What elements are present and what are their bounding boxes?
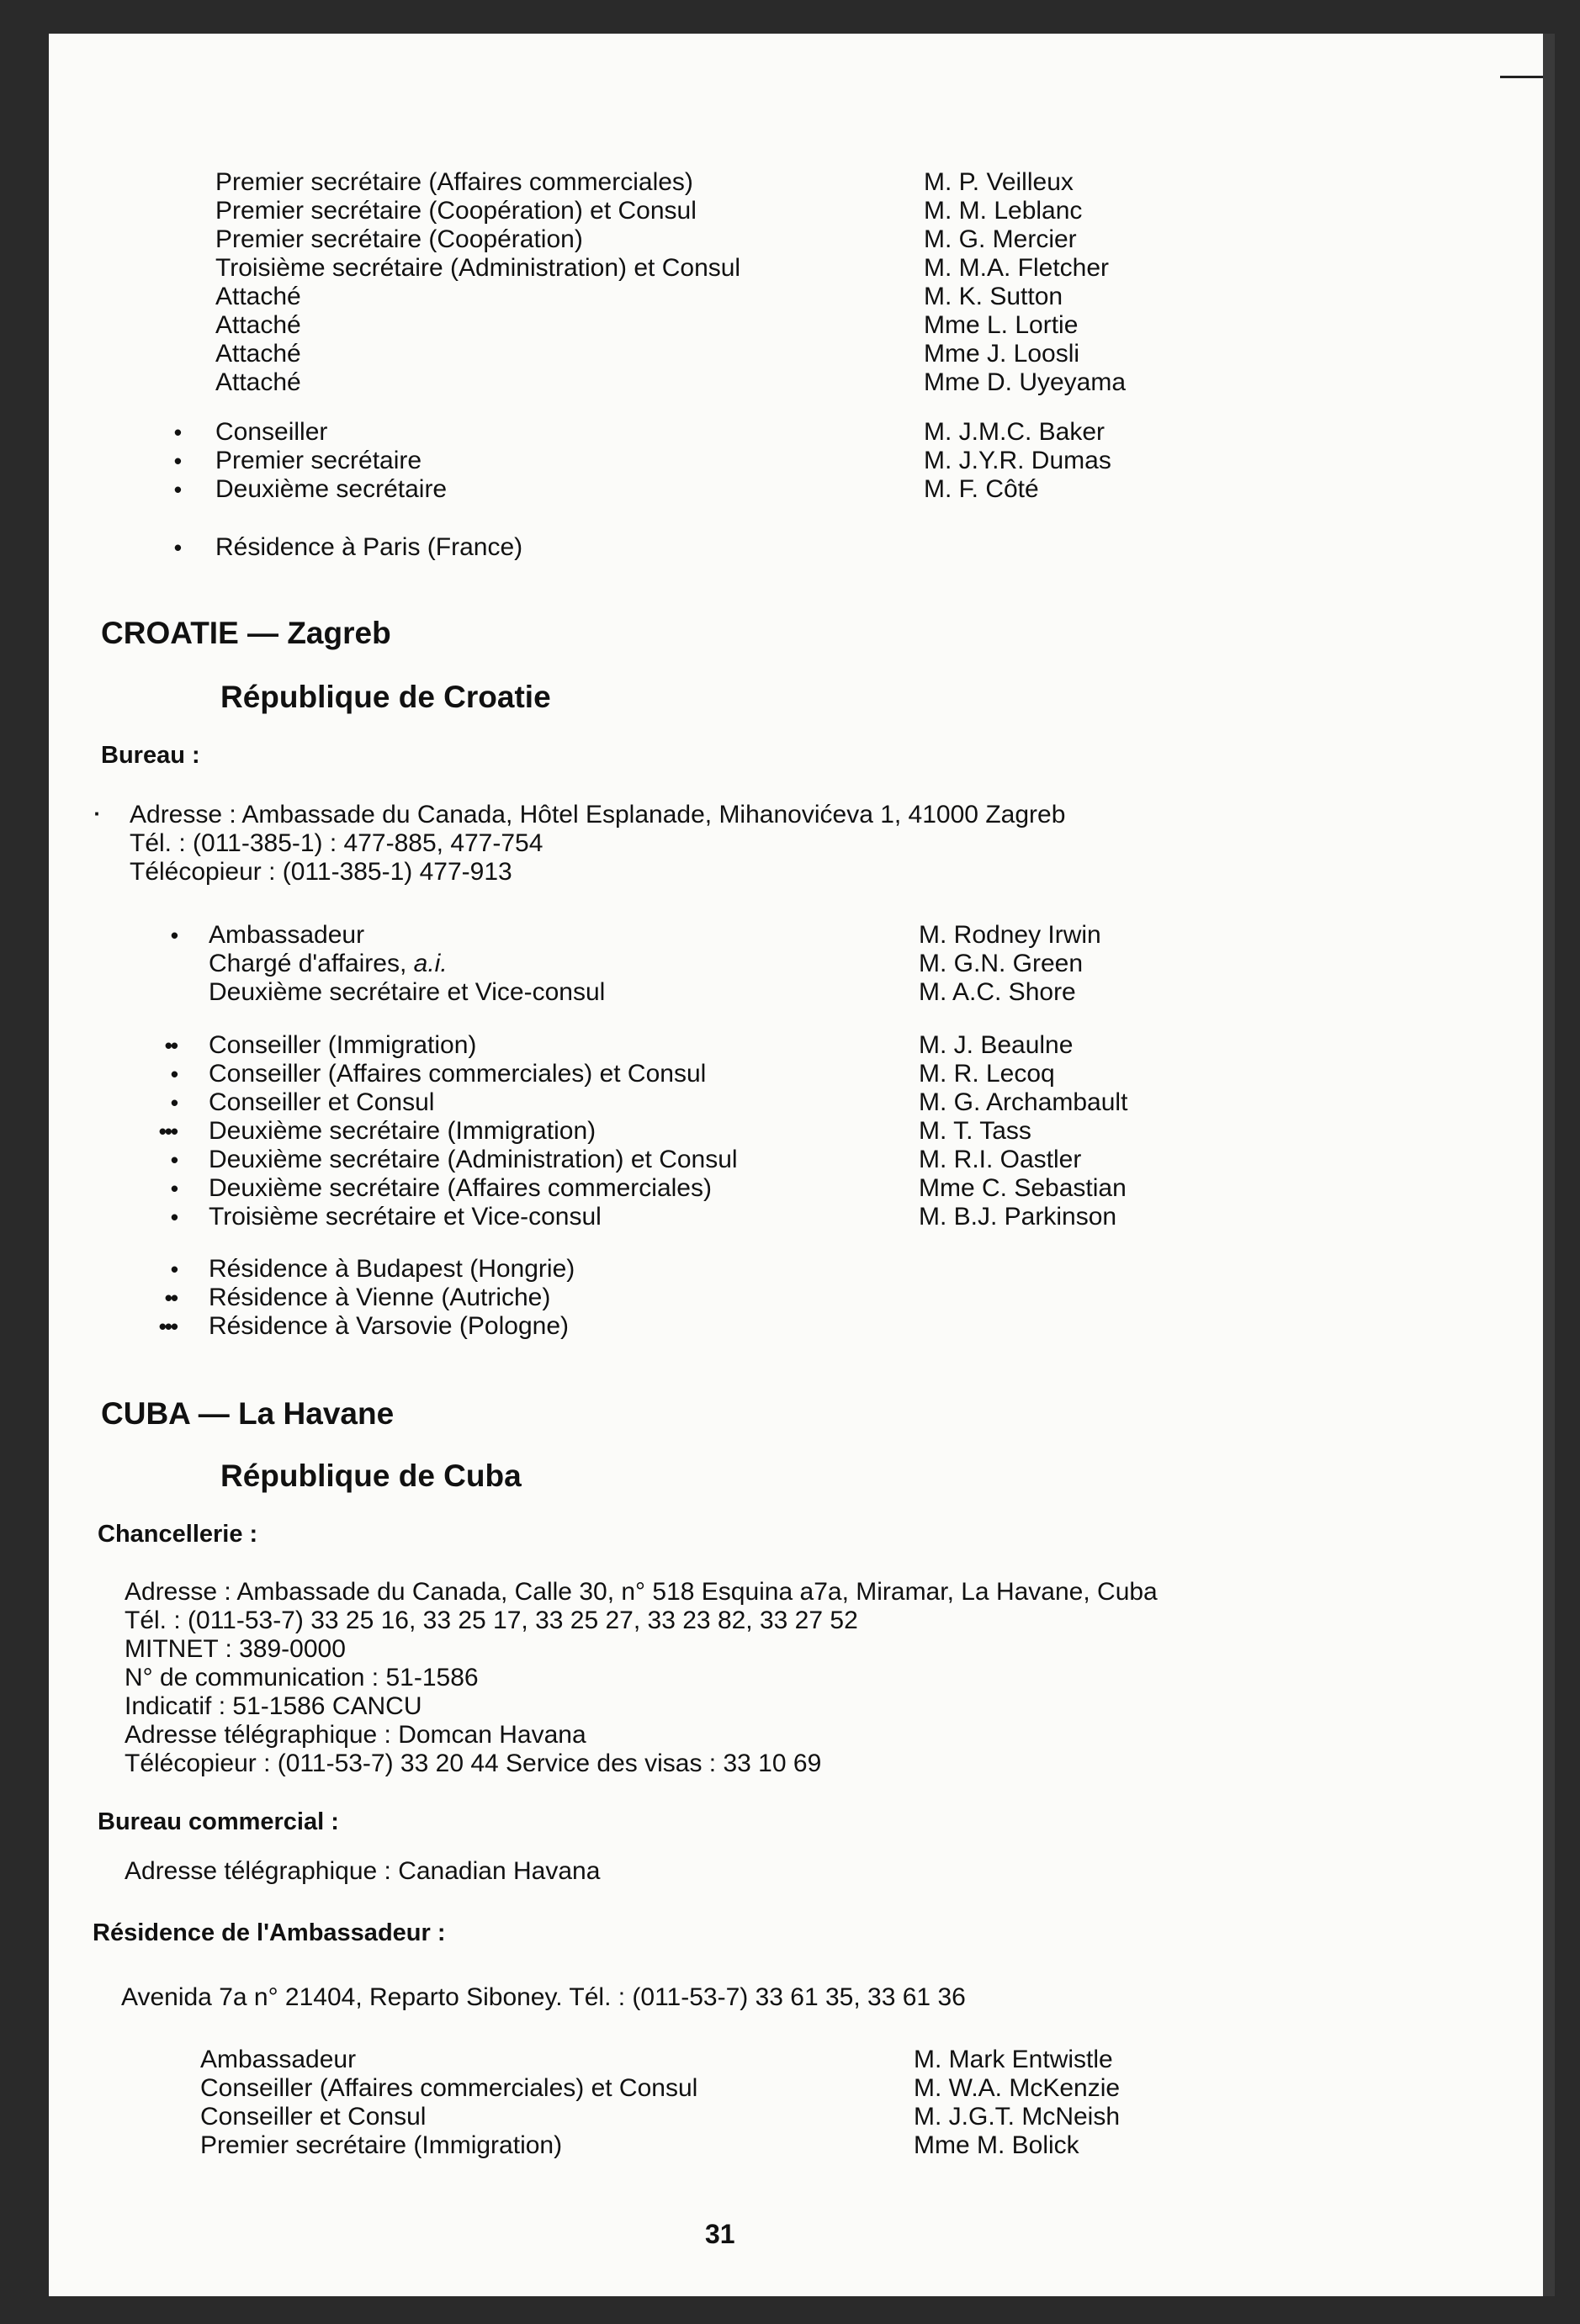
- staff-title-text: Deuxième secrétaire (Affaires commerciales): [209, 1174, 712, 1202]
- staff-title: [215, 340, 301, 368]
- staff-name: M. A.C. Shore: [919, 978, 1076, 1006]
- staff-name: M. G. Mercier: [924, 225, 1077, 253]
- staff-name: M. G.N. Green: [919, 950, 1084, 977]
- staff-name: M. P. Veilleux: [924, 168, 1074, 196]
- address-line: Adresse : Ambassade du Canada, Calle 30, n° 518 Esquina a7a, Miramar, La Havane, Cuba: [125, 1578, 1158, 1606]
- staff-title: [215, 168, 693, 197]
- scan-edge-shadow: [1543, 34, 1555, 2296]
- staff-title: [209, 978, 605, 1007]
- staff-name: M. J. Beaulne: [919, 1031, 1074, 1059]
- staff-name: M. J.G.T. McNeish: [914, 2103, 1121, 2131]
- staff-title-text: Premier secrétaire (Immigration): [200, 2131, 563, 2159]
- staff-title: [215, 197, 697, 225]
- staff-title-text: Conseiller (Immigration): [209, 1031, 477, 1059]
- residence-bullet: ••: [164, 1285, 177, 1310]
- staff-name: M. J.M.C. Baker: [924, 418, 1105, 446]
- country-subheading-croatie: République de Croatie: [220, 680, 551, 714]
- staff-title-text: Deuxième secrétaire (Administration) et Consul: [209, 1146, 738, 1173]
- staff-title-text: Chargé d'affaires,: [209, 950, 414, 977]
- staff-title: [215, 311, 301, 340]
- fax-line: Télécopieur : (011-385-1) 477-913: [130, 858, 512, 886]
- country-heading-cuba: CUBA — La Havane: [101, 1396, 395, 1431]
- address-bullet: ·: [93, 801, 99, 826]
- staff-title-text: Conseiller et Consul: [200, 2103, 427, 2131]
- staff-title-text: Troisième secrétaire et Vice-consul: [209, 1203, 602, 1231]
- staff-title-text: Ambassadeur: [209, 921, 365, 949]
- address-line: N° de communication : 51-1586: [125, 1664, 479, 1691]
- staff-title-text: Deuxième secrétaire: [215, 475, 448, 503]
- staff-title: [215, 254, 740, 283]
- address-line: MITNET : 389-0000: [125, 1635, 346, 1663]
- staff-title-text: Premier secrétaire (Coopération) et Consul: [215, 197, 697, 225]
- staff-title-text: Attaché: [215, 340, 301, 368]
- residence-text: Résidence à Budapest (Hongrie): [209, 1255, 575, 1283]
- address-line: Indicatif : 51-1586 CANCU: [125, 1692, 422, 1720]
- staff-title-text: Attaché: [215, 283, 301, 310]
- country-heading-croatie: CROATIE — Zagreb: [101, 616, 391, 650]
- staff-name: M. J.Y.R. Dumas: [924, 447, 1111, 474]
- section-label-chancellerie: Chancellerie :: [98, 1521, 258, 1548]
- list-bullet: •: [170, 1176, 177, 1201]
- phone-line: Tél. : (011-385-1) : 477-885, 477-754: [130, 829, 543, 857]
- staff-name: M. W.A. McKenzie: [914, 2074, 1121, 2102]
- list-bullet: ••: [164, 1033, 177, 1058]
- staff-title-text: Deuxième secrétaire et Vice-consul: [209, 978, 606, 1006]
- staff-title: [200, 2103, 426, 2131]
- residence-text: Résidence à Varsovie (Pologne): [209, 1312, 570, 1340]
- staff-title-text: Conseiller (Affaires commerciales) et Consul: [200, 2074, 698, 2102]
- section-label-bureau: Bureau :: [101, 742, 200, 769]
- address-line: Télécopieur : (011-53-7) 33 20 44 Service des visas : 33 10 69: [125, 1750, 822, 1777]
- address-line: Adresse : Ambassade du Canada, Hôtel Esplanade, Mihanovićeva 1, 41000 Zagreb: [130, 801, 1066, 828]
- staff-title: [209, 1060, 706, 1088]
- staff-name: Mme D. Uyeyama: [924, 368, 1127, 396]
- page-number: 31: [705, 2219, 735, 2249]
- bureau-commercial-line: Adresse télégraphique : Canadian Havana: [125, 1857, 601, 1885]
- staff-title-text: Deuxième secrétaire (Immigration): [209, 1117, 596, 1145]
- staff-name: M. Mark Entwistle: [914, 2046, 1113, 2073]
- staff-title: [209, 1146, 738, 1174]
- staff-name: Mme M. Bolick: [914, 2131, 1079, 2159]
- staff-title-text: Premier secrétaire (Affaires commerciales): [215, 168, 693, 196]
- list-bullet: •: [170, 1090, 177, 1115]
- staff-name: M. M. Leblanc: [924, 197, 1083, 225]
- list-bullet: •••: [158, 1119, 177, 1144]
- staff-title-text: Conseiller: [215, 418, 328, 446]
- staff-title: [209, 1174, 712, 1203]
- section-label-residence: Résidence de l'Ambassadeur :: [93, 1919, 446, 1946]
- staff-name: Mme L. Lortie: [924, 311, 1079, 339]
- list-bullet: •: [173, 477, 180, 502]
- staff-title: [209, 1088, 434, 1117]
- staff-name: M. R.I. Oastler: [919, 1146, 1082, 1173]
- staff-name: Mme J. Loosli: [924, 340, 1080, 368]
- staff-title-italic: a.i.: [413, 950, 448, 977]
- staff-title: [215, 368, 301, 397]
- staff-title: [209, 950, 448, 978]
- staff-name: Mme C. Sebastian: [919, 1174, 1127, 1202]
- staff-title-text: Premier secrétaire: [215, 447, 422, 474]
- staff-title: [200, 2046, 356, 2074]
- staff-title: [209, 1117, 596, 1146]
- staff-name: M. F. Côté: [924, 475, 1039, 503]
- residence-bullet: •: [170, 1257, 177, 1282]
- staff-title: [209, 921, 364, 950]
- staff-name: M. M.A. Fletcher: [924, 254, 1110, 282]
- residence-line: Avenida 7a n° 21404, Reparto Siboney. Tél. : (011-53-7) 33 61 35, 33 61 36: [121, 1983, 966, 2011]
- staff-title-text: Attaché: [215, 368, 301, 396]
- staff-title-text: Conseiller (Affaires commerciales) et Consul: [209, 1060, 707, 1088]
- list-bullet: •: [173, 448, 180, 474]
- staff-title: [200, 2074, 697, 2103]
- staff-name: M. T. Tass: [919, 1117, 1031, 1145]
- section-label-bureau-commercial: Bureau commercial :: [98, 1808, 339, 1835]
- residence-text: Résidence à Paris (France): [215, 533, 523, 561]
- staff-name: M. G. Archambault: [919, 1088, 1128, 1116]
- staff-title: [215, 283, 301, 311]
- staff-title-text: Conseiller et Consul: [209, 1088, 435, 1116]
- country-subheading-cuba: République de Cuba: [220, 1458, 522, 1493]
- list-bullet: •: [170, 1061, 177, 1087]
- staff-name: M. Rodney Irwin: [919, 921, 1101, 949]
- list-bullet: •: [173, 420, 180, 445]
- staff-name: M. B.J. Parkinson: [919, 1203, 1117, 1231]
- list-bullet: •: [170, 1147, 177, 1173]
- staff-title: [200, 2131, 562, 2160]
- staff-title: [209, 1031, 476, 1060]
- staff-title-text: Attaché: [215, 311, 301, 339]
- staff-name: M. R. Lecoq: [919, 1060, 1055, 1088]
- list-bullet: •: [170, 1204, 177, 1230]
- staff-title: [215, 447, 422, 475]
- address-line: Tél. : (011-53-7) 33 25 16, 33 25 17, 33 25 27, 33 23 82, 33 27 52: [125, 1607, 858, 1634]
- staff-title: [209, 1203, 602, 1231]
- residence-bullet: •: [173, 535, 180, 560]
- staff-title: [215, 225, 583, 254]
- address-line: Adresse télégraphique : Domcan Havana: [125, 1721, 586, 1749]
- staff-title-text: Premier secrétaire (Coopération): [215, 225, 583, 253]
- staff-title: [215, 418, 327, 447]
- staff-name: M. K. Sutton: [924, 283, 1063, 310]
- residence-bullet: •••: [158, 1314, 177, 1339]
- staff-title-text: Ambassadeur: [200, 2046, 357, 2073]
- staff-title: [215, 475, 447, 504]
- staff-title-text: Troisième secrétaire (Administration) et Consul: [215, 254, 741, 282]
- list-bullet: •: [170, 923, 177, 948]
- residence-text: Résidence à Vienne (Autriche): [209, 1284, 551, 1311]
- document-page: [49, 34, 1555, 2296]
